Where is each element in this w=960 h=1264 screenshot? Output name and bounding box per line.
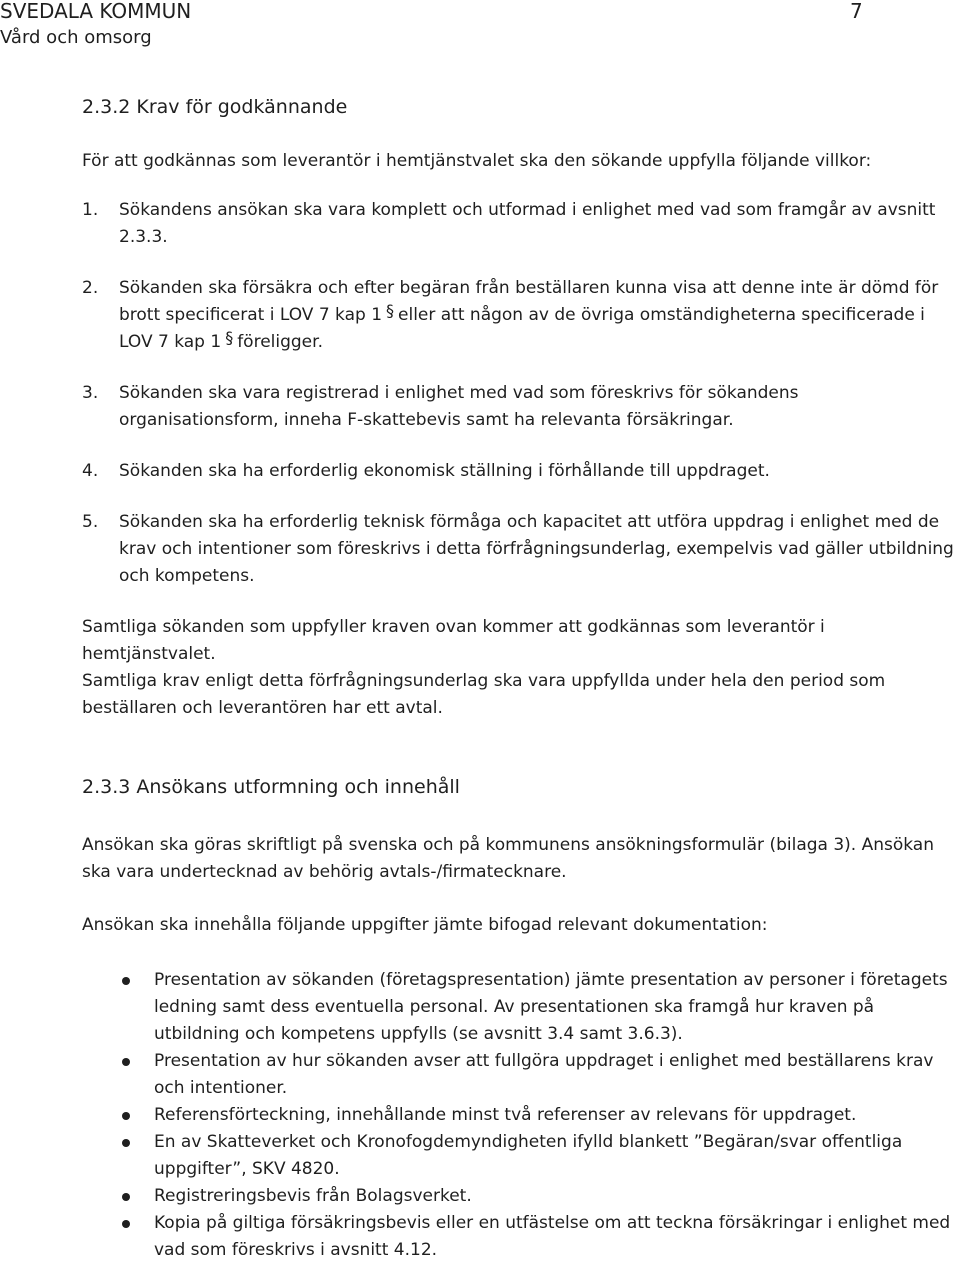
item-text: Sökanden ska ha erforderlig teknisk förmåga och kapacitet att utföra uppdrag i enlighet med de krav och intentioner som föreskrivs i detta förfrågningsunderlag, exempelvis vad gäller utbildning och kompetens. [119, 512, 954, 586]
page-number: 7 [850, 0, 863, 23]
list-item [82, 1210, 956, 1264]
item-text-part-c: föreligger. [237, 332, 323, 352]
requirements-list [82, 197, 956, 590]
summary-paragraph-1: Samtliga sökanden som uppfyller kraven ovan kommer att godkännas som leverantör i hemtjänstvalet. [82, 617, 825, 664]
requirement-item-3 [82, 380, 956, 434]
bullet-icon [122, 1139, 130, 1147]
application-paragraph-1: Ansökan ska göras skriftligt på svenska och på kommunens ansökningsformulär (bilaga 3). Ansökan ska vara undertecknad av behörig avtals-/firmatecknare. [82, 835, 935, 882]
list-item-text: Kopia på giltiga försäkringsbevis eller en utfästelse om att teckna försäkringar i enlighet med vad som föreskrivs i avsnitt 4.12. [154, 1213, 951, 1260]
list-item-text: Registreringsbevis från Bolagsverket. [154, 1186, 472, 1206]
list-item-text: Presentation av sökanden (företagspresentation) jämte presentation av personer i företagets ledning samt dess eventuella personal. Av presentationen ska framgå hur kraven på utbildning och kompetens uppfylls (se avsnitt 3.4 samt 3.6.3). [154, 970, 948, 1044]
bullet-icon [122, 1112, 130, 1120]
requirement-item-4 [82, 458, 956, 485]
list-item [82, 1048, 956, 1102]
section-sign: § [386, 301, 395, 320]
item-text: Sökanden ska ha erforderlig ekonomisk ställning i förhållande till uppdraget. [119, 461, 770, 481]
list-item [82, 967, 956, 1048]
item-number: 1. [82, 200, 99, 220]
list-item-text: En av Skatteverket och Kronofogdemyndigheten ifylld blankett ”Begäran/svar offentliga uppgifter”, SKV 4820. [154, 1132, 903, 1179]
requirement-item-5 [82, 509, 956, 590]
intro-paragraph: För att godkännas som leverantör i hemtjänstvalet ska den sökande uppfylla följande villkor: [82, 151, 872, 171]
bullet-icon [122, 1058, 130, 1066]
bullet-icon [122, 1220, 130, 1228]
section-sign: § [225, 328, 234, 347]
item-number: 5. [82, 512, 99, 532]
list-item [82, 1129, 956, 1183]
requirement-item-1 [82, 197, 956, 251]
document-body [82, 94, 956, 1264]
list-item [82, 1102, 956, 1129]
department-name: Vård och omsorg [0, 27, 152, 48]
section-heading-2-3-2: 2.3.2 Krav för godkännande [82, 96, 348, 118]
application-paragraph-2: Ansökan ska innehålla följande uppgifter jämte bifogad relevant dokumentation: [82, 915, 768, 935]
organization-name: SVEDALA KOMMUN [0, 0, 192, 23]
list-item-text: Presentation av hur sökanden avser att fullgöra uppdraget i enlighet med beställarens krav och intentioner. [154, 1051, 934, 1098]
bullet-icon [122, 977, 130, 985]
item-number: 4. [82, 461, 99, 481]
bullet-icon [122, 1193, 130, 1201]
section-heading-2-3-3: 2.3.3 Ansökans utformning och innehåll [82, 776, 460, 798]
application-contents-list [82, 967, 956, 1264]
item-number: 3. [82, 383, 99, 403]
item-number: 2. [82, 278, 99, 298]
item-text-part-a: Sökanden ska försäkra och efter begäran från beställaren kunna visa att denne inte är dömd för brott specificerat i LOV 7 kap 1 [119, 278, 939, 325]
item-text: Sökanden ska vara registrerad i enlighet med vad som föreskrivs för sökandens organisationsform, inneha F-skattebevis samt ha relevanta försäkringar. [119, 383, 799, 430]
item-text-part-b: eller att någon av de övriga omständigheterna specificerade i LOV 7 kap 1 [119, 305, 925, 352]
list-item [82, 1183, 956, 1210]
item-text: Sökandens ansökan ska vara komplett och utformad i enlighet med vad som framgår av avsnitt 2.3.3. [119, 200, 936, 247]
requirement-item-2 [82, 275, 956, 356]
list-item-text: Referensförteckning, innehållande minst två referenser av relevans för uppdraget. [154, 1105, 857, 1125]
summary-paragraph-2: Samtliga krav enligt detta förfrågningsunderlag ska vara uppfyllda under hela den period som beställaren och leverantören har ett avtal. [82, 671, 886, 718]
